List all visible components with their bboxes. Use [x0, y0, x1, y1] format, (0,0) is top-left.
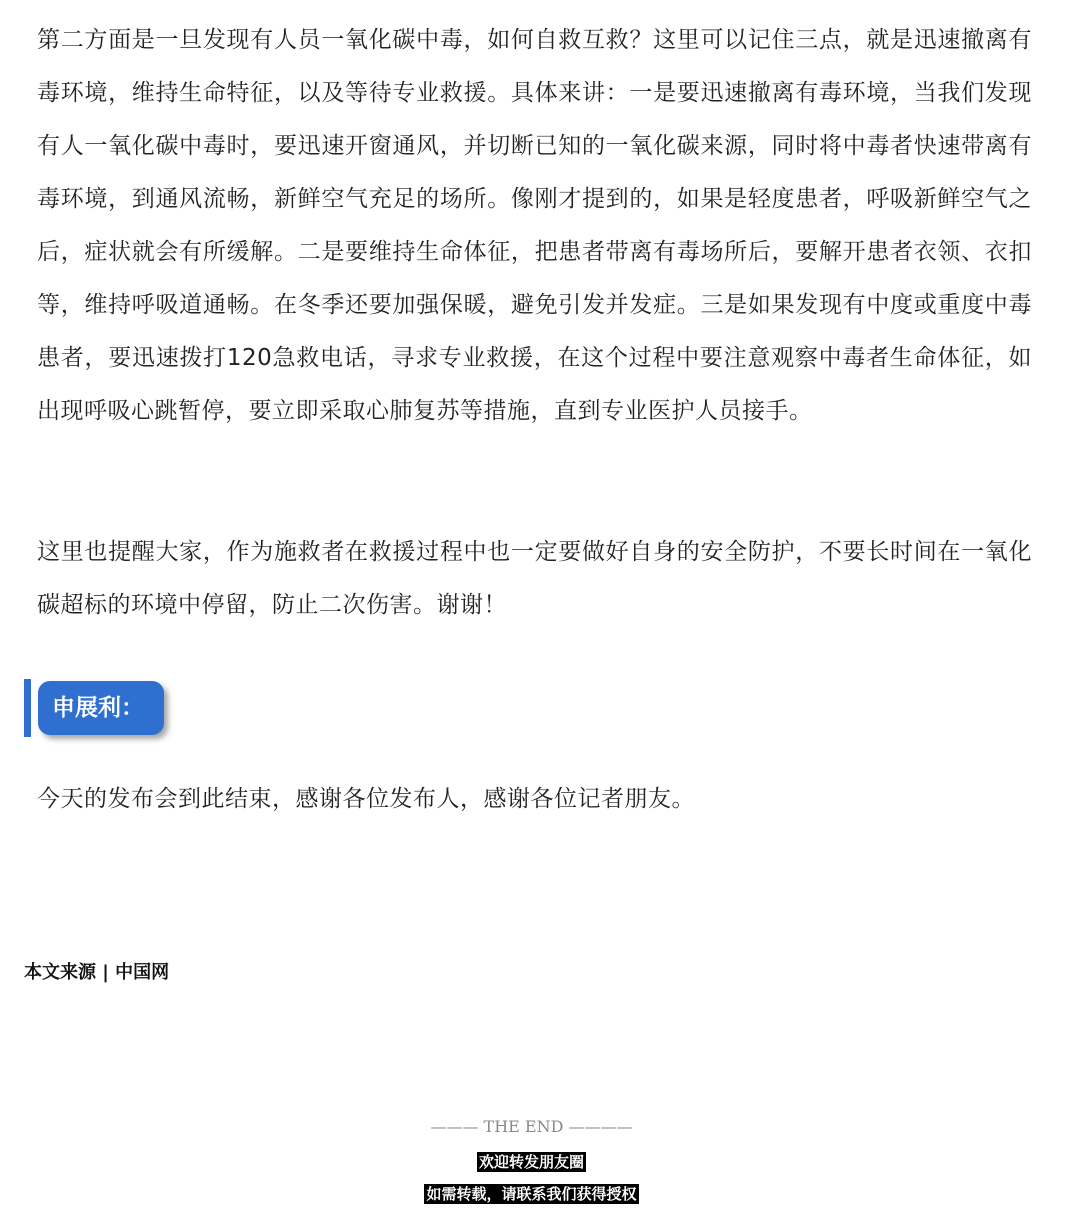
source-credit: 本文来源 | 中国网	[24, 962, 170, 983]
article-paragraph: 这里也提醒大家，作为施救者在救援过程中也一定要做好自身的安全防护，不要长时间在一氧化碳超标的环境中停留，防止二次伤害。谢谢！	[37, 539, 1032, 618]
article-paragraph: 第二方面是一旦发现有人员一氧化碳中毒，如何自救互救？这里可以记住三点，就是迅速撤离有毒环境，维持生命特征，以及等待专业救援。具体来讲：一是要迅速撤离有毒环境，当我们发现有人一氧化碳中毒时，要迅速开窗通风，并切断已知的一氧化碳来源，同时将中毒者快速带离有毒环境，到通风流畅，新鲜空气充足的场所。像刚才提到的，如果是轻度患者，呼吸新鲜空气之后，症状就会有所缓解。二是要维持生命体征，把患者带离有毒场所后，要解开患者衣领、衣扣等，维持呼吸道通畅。在冬季还要加强保暖，避免引发并发症。三是如果发现有中度或重度中毒患者，要迅速拨打120急救电话，寻求专业救援，在这个过程中要注意观察中毒者生命体征，如出现呼吸心跳暂停，要立即采取心肺复苏等措施，直到专业医护人员接手。	[37, 27, 1032, 424]
reprint-notice	[0, 1184, 1063, 1204]
speaker-label: 申展利：	[38, 681, 164, 735]
share-notice-text: 欢迎转发朋友圈	[478, 1153, 584, 1171]
share-notice	[0, 1152, 1063, 1172]
the-end-divider: ——— THE END ————	[430, 1117, 633, 1136]
reprint-notice-text: 如需转载，请联系我们获得授权	[426, 1185, 637, 1203]
article-paragraph: 今天的发布会到此结束，感谢各位发布人，感谢各位记者朋友。	[37, 786, 695, 812]
speaker-accent-bar	[24, 679, 31, 737]
